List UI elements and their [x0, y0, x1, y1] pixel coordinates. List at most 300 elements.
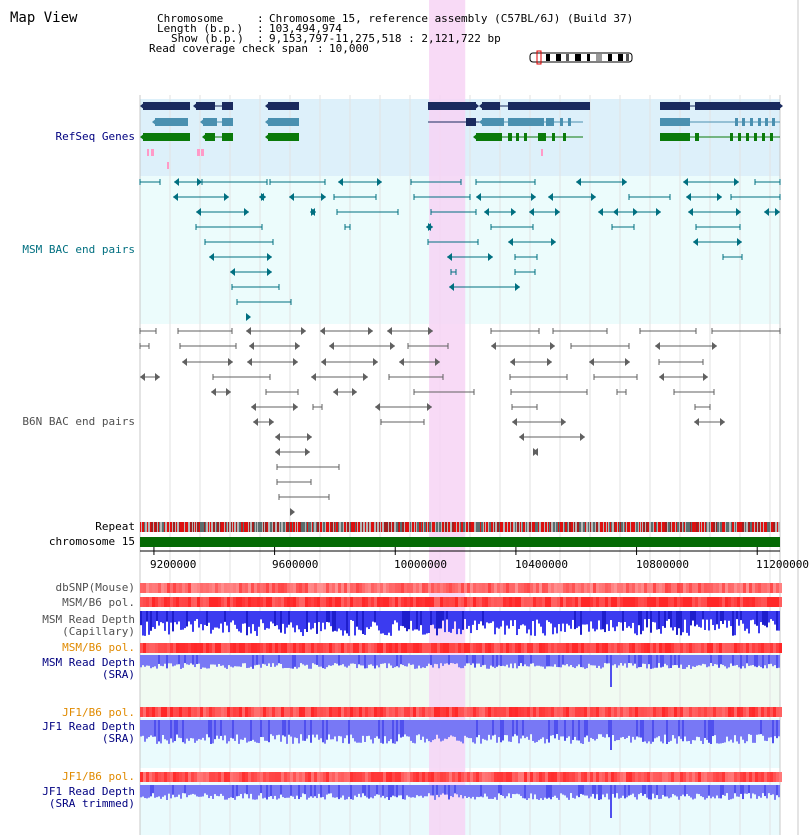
bac-end-arrow — [301, 327, 306, 335]
msm-sra-depth-bar — [370, 655, 372, 664]
msm-b6-pol-heat-cell — [572, 597, 575, 607]
jf1-b6-pol-heat-cell — [437, 707, 440, 717]
dbsnp-heat-cell — [548, 583, 551, 593]
jf1-sra-depth-bar — [302, 720, 304, 741]
repeat-element — [399, 522, 400, 532]
repeat-element — [609, 522, 610, 532]
msm-b6-pol-heat-cell — [383, 597, 386, 607]
jf1-trim-depth-bar — [472, 785, 474, 797]
jf1-sra-depth-bar — [226, 720, 228, 744]
msm-capillary-depth-bar — [766, 611, 768, 627]
msm-sra-depth-bar — [302, 655, 304, 664]
dbsnp-heat-cell — [743, 583, 746, 593]
repeat-element — [457, 522, 459, 532]
msm-capillary-depth-bar — [332, 611, 334, 632]
msm-sra-depth-bar — [718, 655, 720, 668]
jf1-trim-depth-bar — [328, 785, 330, 794]
repeat-element — [337, 522, 338, 532]
jf1-b6-pol-heat-cell — [731, 707, 734, 717]
jf1-b6-pol-heat-cell — [341, 707, 344, 717]
msm-capillary-depth-bar — [662, 611, 664, 626]
msm-capillary-depth-bar — [202, 611, 204, 630]
repeat-element — [344, 522, 346, 532]
msm-b6-pol-heat-cell — [662, 597, 665, 607]
msm-sra-depth-bar — [522, 655, 524, 666]
jf1-sra-depth-bar — [714, 720, 716, 735]
msm-b6-pol-2-heat-cell — [500, 643, 503, 653]
msm-capillary-depth-bar — [478, 611, 480, 624]
msm-capillary-depth-bar — [540, 611, 542, 627]
msm-capillary-depth-bar — [768, 611, 770, 622]
msm-b6-pol-heat-cell — [311, 597, 314, 607]
jf1-trim-depth-bar — [730, 785, 732, 799]
jf1-b6-pol-heat-cell — [632, 707, 635, 717]
jf1-trim-depth-bar — [636, 785, 638, 800]
msm-sra-depth-bar — [744, 655, 746, 668]
bac-end-arrow — [375, 403, 380, 411]
msm-b6-pol-heat-cell — [194, 597, 197, 607]
dbsnp-heat-cell — [209, 583, 212, 593]
msm-capillary-depth-bar — [756, 611, 758, 626]
msm-sra-depth-bar — [360, 655, 362, 665]
jf1-trim-depth-bar — [360, 785, 362, 797]
msm-b6-pol-heat-cell — [170, 597, 173, 607]
dbsnp-heat-cell — [197, 583, 200, 593]
jf1-b6-pol-heat-cell — [740, 707, 743, 717]
msm-capillary-depth-bar — [490, 611, 492, 623]
msm-sra-depth-bar — [554, 655, 556, 664]
msm-capillary-depth-bar — [752, 611, 754, 620]
msm-depth-sra-sub: (SRA) — [101, 668, 135, 681]
msm-b6-pol-heat-cell — [239, 597, 242, 607]
jf1-b6-pol-2-heat-cell — [191, 772, 194, 782]
jf1-b6-pol-heat-cell — [266, 707, 269, 717]
jf1-b6-pol-heat-cell — [626, 707, 629, 717]
msm-sra-depth-bar — [738, 655, 740, 667]
refseq-genes-label[interactable]: RefSeq Genes — [55, 130, 135, 143]
msm-b6-pol-2-heat-cell — [470, 643, 473, 653]
jf1-trim-depth-bar — [540, 785, 542, 798]
repeat-element — [732, 522, 734, 532]
dbsnp-heat-cell — [311, 583, 314, 593]
jf1-b6-pol-2-heat-cell — [308, 772, 311, 782]
repeat-element — [543, 522, 544, 532]
jf1-sra-depth-bar — [352, 720, 354, 738]
jf1-b6-pol-heat-cell — [572, 707, 575, 717]
jf1-b6-pol-heat-cell — [392, 707, 395, 717]
msm-capillary-depth-bar — [734, 611, 736, 635]
msm-b6-pol-2-heat-cell — [746, 643, 749, 653]
msm-sra-depth-bar — [444, 655, 446, 664]
msm-sra-depth-bar — [200, 655, 202, 669]
msm-b6-pol-heat-cell — [278, 597, 281, 607]
msm-sra-depth-bar — [466, 655, 468, 663]
dbsnp-heat-cell — [683, 583, 686, 593]
msm-capillary-depth-bar — [652, 611, 654, 622]
msm-sra-depth-bar — [254, 655, 256, 665]
msm-b6-pol-2-heat-cell — [260, 643, 263, 653]
msm-sra-depth-bar — [724, 655, 726, 666]
jf1-trim-depth-bar — [158, 785, 160, 796]
msm-capillary-depth-bar — [690, 611, 692, 625]
jf1-b6-pol-2-heat-cell — [362, 772, 365, 782]
repeat-element — [356, 522, 357, 532]
jf1-b6-pol-heat-cell — [431, 707, 434, 717]
repeat-element — [673, 522, 675, 532]
jf1-trim-depth-bar — [256, 785, 258, 799]
msm-b6-pol-2-heat-cell — [662, 643, 665, 653]
dbsnp-heat-cell — [521, 583, 524, 593]
jf1-sra-depth-bar — [732, 720, 734, 743]
repeat-element — [643, 522, 645, 532]
msm-capillary-depth-bar — [572, 611, 574, 620]
jf1-b6-pol-heat-cell — [503, 707, 506, 717]
jf1-b6-pol-heat-cell — [530, 707, 533, 717]
jf1-trim-depth-bar — [504, 785, 506, 798]
dbsnp-heat-cell — [737, 583, 740, 593]
jf1-b6-pol-2-heat-cell — [323, 772, 326, 782]
msm-b6-pol-heat-cell — [689, 597, 692, 607]
repeat-element — [155, 522, 157, 532]
msm-sra-depth-bar — [704, 655, 706, 664]
msm-capillary-depth-bar — [514, 611, 516, 620]
jf1-b6-pol-2-heat-cell — [344, 772, 347, 782]
msm-b6-pol-heat-cell — [779, 597, 782, 607]
jf1-sra-depth-bar — [432, 720, 434, 740]
gene-exon — [472, 118, 476, 126]
repeat-element — [402, 522, 404, 532]
jf1-sra-depth-bar — [350, 720, 352, 735]
jf1-b6-pol-2-heat-cell — [602, 772, 605, 782]
jf1-sra-depth-bar — [724, 720, 726, 742]
jf1-trim-depth-bar — [718, 785, 720, 798]
bac-end-arrow — [249, 342, 254, 350]
jf1-trim-depth-bar — [294, 785, 296, 799]
repeat-element — [246, 522, 248, 532]
dbsnp-heat-cell — [587, 583, 590, 593]
msm-capillary-depth-bar — [744, 611, 746, 631]
jf1-trim-depth-bar — [772, 785, 774, 794]
msm-sra-depth-bar — [478, 655, 480, 664]
jf1-b6-pol-2-heat-cell — [428, 772, 431, 782]
gene-exon — [203, 118, 217, 126]
msm-capillary-depth-bar — [762, 611, 764, 625]
msm-capillary-depth-bar — [608, 611, 610, 631]
msm-capillary-depth-bar — [616, 611, 618, 626]
jf1-sra-depth-bar — [690, 720, 692, 744]
msm-b6-pol-2-heat-cell — [215, 643, 218, 653]
repeat-element — [499, 522, 500, 532]
msm-b6-pol-heat-cell — [683, 597, 686, 607]
repeat-element — [221, 522, 222, 532]
repeat-element — [646, 522, 648, 532]
jf1-b6-pol-heat-cell — [410, 707, 413, 717]
jf1-sra-depth-bar — [364, 720, 366, 742]
jf1-b6-pol-2-heat-cell — [332, 772, 335, 782]
jf1-b6-pol-heat-cell — [527, 707, 530, 717]
dbsnp-heat-cell — [245, 583, 248, 593]
jf1-b6-pol-2-heat-cell — [317, 772, 320, 782]
repeat-element — [571, 522, 573, 532]
msm-sra-depth-bar — [762, 655, 764, 668]
repeat-element — [426, 522, 427, 532]
msm-b6-pol-2-heat-cell — [218, 643, 221, 653]
msm-b6-pol-heat-cell — [440, 597, 443, 607]
msm-b6-pol-2-heat-cell — [749, 643, 752, 653]
jf1-b6-pol-heat-cell — [581, 707, 584, 717]
jf1-sra-depth-bar — [764, 720, 766, 741]
dbsnp-heat-cell — [755, 583, 758, 593]
jf1-sra-depth-bar — [286, 720, 288, 744]
msm-bac-label[interactable]: MSM BAC end pairs — [22, 243, 135, 256]
jf1-trim-depth-bar — [278, 785, 280, 798]
jf1-b6-pol-2-heat-cell — [476, 772, 479, 782]
jf1-b6-pol-2-heat-cell — [779, 772, 782, 782]
msm-capillary-depth-bar — [460, 611, 462, 634]
jf1-trim-depth-bar — [148, 785, 150, 798]
jf1-sra-depth-bar — [404, 720, 406, 734]
msm-capillary-depth-bar — [470, 611, 472, 633]
msm-b6-pol-2-heat-cell — [272, 643, 275, 653]
jf1-sra-depth-bar — [774, 720, 776, 736]
jf1-sra-depth-bar — [640, 720, 642, 738]
jf1-sra-depth-bar — [378, 720, 380, 739]
repeat-element — [351, 522, 353, 532]
msm-sra-depth-bar — [598, 655, 600, 666]
msm-capillary-depth-bar — [286, 611, 288, 628]
jf1-b6-pol-2-heat-cell — [629, 772, 632, 782]
jf1-sra-depth-bar — [462, 720, 464, 743]
repeat-element — [173, 522, 175, 532]
jf1-b6-pol-2-heat-cell — [722, 772, 725, 782]
msm-capillary-depth-bar — [404, 611, 406, 628]
msm-b6-pol-2-heat-cell — [617, 643, 620, 653]
dbsnp-heat-cell — [677, 583, 680, 593]
jf1-trim-depth-bar — [316, 785, 318, 798]
jf1-trim-depth-bar — [270, 785, 272, 796]
msm-sra-depth-bar — [568, 655, 570, 666]
repeat-element — [376, 522, 377, 532]
msm-b6-pol-2-heat-cell — [599, 643, 602, 653]
jf1-trim-depth-bar — [252, 785, 254, 799]
repeat-element — [758, 522, 760, 532]
msm-sra-depth-bar — [248, 655, 250, 668]
repeat-element — [557, 522, 558, 532]
jf1-trim-depth-bar — [618, 785, 620, 799]
jf1-sra-depth-bar — [258, 720, 260, 743]
jf1-sra-depth-bar — [400, 720, 402, 738]
msm-sra-depth-bar — [642, 655, 644, 664]
msm-b6-pol-2-heat-cell — [632, 643, 635, 653]
gene-exon — [742, 118, 745, 126]
msm-b6-pol-heat-cell — [614, 597, 617, 607]
dbsnp-heat-cell — [542, 583, 545, 593]
jf1-trim-depth-bar — [414, 785, 416, 798]
msm-sra-depth-bar — [770, 655, 772, 664]
dbsnp-heat-cell — [530, 583, 533, 593]
repeat-element — [766, 522, 767, 532]
repeat-element — [767, 522, 769, 532]
jf1-trim-depth-bar — [742, 785, 744, 799]
gene-exon — [568, 118, 571, 126]
dbsnp-heat-cell — [302, 583, 305, 593]
jf1-sra-depth-bar — [600, 720, 602, 734]
msm-b6-pol-heat-cell — [254, 597, 257, 607]
msm-b6-pol-2-heat-cell — [683, 643, 686, 653]
dbsnp-heat-cell — [248, 583, 251, 593]
jf1-b6-pol-2-heat-cell — [539, 772, 542, 782]
jf1-trim-depth-bar — [764, 785, 766, 796]
jf1-trim-depth-bar — [238, 785, 240, 796]
jf1-sra-depth-bar — [576, 720, 578, 740]
msm-b6-pol-2-heat-cell — [764, 643, 767, 653]
msm-capillary-depth-bar — [688, 611, 690, 636]
msm-capillary-depth-bar — [218, 611, 220, 628]
repeat-element — [410, 522, 411, 532]
jf1-b6-pol-2-heat-cell — [368, 772, 371, 782]
jf1-sra-depth-bar — [312, 720, 314, 735]
jf1-b6-pol-heat-cell — [602, 707, 605, 717]
jf1-sra-depth-bar — [148, 720, 150, 737]
jf1-sra-depth-bar — [274, 720, 276, 739]
msm-capillary-depth-bar — [776, 611, 778, 631]
msm-capillary-depth-bar — [694, 611, 696, 626]
jf1-b6-pol-2-heat-cell — [245, 772, 248, 782]
jf1-sra-depth-bar — [376, 720, 378, 736]
msm-b6-pol-label: MSM/B6 pol. — [62, 596, 135, 609]
jf1-b6-pol-2-heat-cell — [377, 772, 380, 782]
jf1-sra-depth-bar — [444, 720, 446, 739]
repeat-element — [386, 522, 388, 532]
jf1-b6-pol-heat-cell — [665, 707, 668, 717]
msm-capillary-depth-bar — [424, 611, 426, 635]
gene-exon — [524, 133, 527, 141]
jf1-trim-depth-bar — [386, 785, 388, 797]
repeat-element — [236, 522, 237, 532]
msm-b6-pol-2-heat-cell — [653, 643, 656, 653]
jf1-b6-pol-heat-cell — [587, 707, 590, 717]
msm-b6-pol-2-heat-cell — [458, 643, 461, 653]
dbsnp-heat-cell — [251, 583, 254, 593]
jf1-trim-depth-bar — [384, 785, 386, 798]
jf1-b6-pol-2-heat-cell — [593, 772, 596, 782]
repeat-element — [412, 522, 414, 532]
msm-b6-pol-2-heat-cell — [575, 643, 578, 653]
dbsnp-heat-cell — [674, 583, 677, 593]
jf1-sra-depth-bar — [718, 720, 720, 744]
gene-exon — [538, 133, 546, 141]
msm-b6-pol-2-heat-cell — [416, 643, 419, 653]
msm-b6-pol-heat-cell — [275, 597, 278, 607]
msm-capillary-depth-bar — [750, 611, 752, 620]
msm-capillary-depth-bar — [626, 611, 628, 628]
msm-b6-pol-heat-cell — [248, 597, 251, 607]
jf1-trim-depth-bar — [432, 785, 434, 795]
msm-b6-pol-2-heat-cell — [338, 643, 341, 653]
msm-b6-pol-heat-cell — [557, 597, 560, 607]
msm-b6-pol-2-heat-cell — [479, 643, 482, 653]
repeat-element — [621, 522, 623, 532]
msm-b6-pol-2-heat-cell — [170, 643, 173, 653]
msm-sra-depth-bar — [510, 655, 512, 664]
jf1-b6-pol-2-heat-cell — [416, 772, 419, 782]
msm-capillary-depth-bar — [366, 611, 368, 627]
msm-capillary-depth-bar — [614, 611, 616, 631]
repeat-element — [434, 522, 435, 532]
jf1-sra-depth-bar — [506, 720, 508, 735]
jf1-trim-depth-bar — [142, 785, 144, 797]
dbsnp-heat-cell — [509, 583, 512, 593]
dbsnp-heat-cell — [668, 583, 671, 593]
msm-capillary-depth-bar — [494, 611, 496, 634]
jf1-b6-pol-heat-cell — [680, 707, 683, 717]
msm-b6-pol-heat-cell — [563, 597, 566, 607]
jf1-b6-pol-2-heat-cell — [341, 772, 344, 782]
msm-capillary-depth-bar — [376, 611, 378, 626]
jf1-trim-depth-bar — [242, 785, 244, 798]
msm-sra-depth-bar — [332, 655, 334, 665]
gene-exon — [695, 102, 780, 110]
jf1-trim-depth-bar — [334, 785, 336, 798]
jf1-trim-depth-bar — [422, 785, 424, 798]
msm-sra-depth-bar — [496, 655, 498, 667]
jf1-sra-depth-bar — [564, 720, 566, 741]
msm-capillary-depth-bar — [292, 611, 294, 628]
msm-sra-depth-bar — [450, 655, 452, 663]
msm-b6-pol-2-heat-cell — [446, 643, 449, 653]
repeat-element — [204, 522, 205, 532]
jf1-b6-pol-heat-cell — [497, 707, 500, 717]
msm-b6-pol-2-heat-cell — [560, 643, 563, 653]
msm-b6-pol-2-heat-cell — [425, 643, 428, 653]
length-colon: : — [257, 22, 264, 35]
msm-sra-depth-bar — [630, 655, 632, 663]
repeat-element — [199, 522, 200, 532]
jf1-trim-depth-bar — [728, 785, 730, 800]
jf1-sra-depth-bar — [440, 720, 442, 741]
msm-capillary-depth-bar — [722, 611, 724, 624]
jf1-sra-depth-bar — [272, 720, 274, 736]
jf1-trim-depth-bar — [394, 785, 396, 796]
repeat-element — [362, 522, 363, 532]
dbsnp-heat-cell — [482, 583, 485, 593]
msm-sra-depth-bar — [428, 655, 430, 664]
jf1-trim-depth-bar — [530, 785, 532, 793]
b6n-bac-label[interactable]: B6N BAC end pairs — [22, 415, 135, 428]
gene-exon — [735, 118, 738, 126]
jf1-b6-pol-2-heat-cell — [269, 772, 272, 782]
gene-exon — [482, 118, 504, 126]
dbsnp-heat-cell — [173, 583, 176, 593]
msm-capillary-depth-bar — [388, 611, 390, 633]
jf1-sra-depth-bar — [660, 720, 662, 742]
msm-sra-depth-bar — [650, 655, 652, 669]
jf1-sra-depth-bar — [232, 720, 234, 739]
msm-b6-pol-heat-cell — [668, 597, 671, 607]
jf1-trim-depth-bar — [264, 785, 266, 798]
jf1-trim-depth-bar — [244, 785, 246, 793]
jf1-trim-depth-bar — [412, 785, 414, 797]
msm-sra-depth-bar — [658, 655, 660, 663]
jf1-sra-depth-bar — [768, 720, 770, 738]
jf1-depth-sra-sub: (SRA) — [101, 732, 135, 745]
msm-b6-pol-heat-cell — [650, 597, 653, 607]
jf1-trim-depth-bar — [236, 785, 238, 796]
repeat-element — [515, 522, 516, 532]
bac-end-arrow — [295, 342, 300, 350]
jf1-sra-depth-bar — [252, 720, 254, 740]
jf1-b6-pol-2-heat-cell — [554, 772, 557, 782]
